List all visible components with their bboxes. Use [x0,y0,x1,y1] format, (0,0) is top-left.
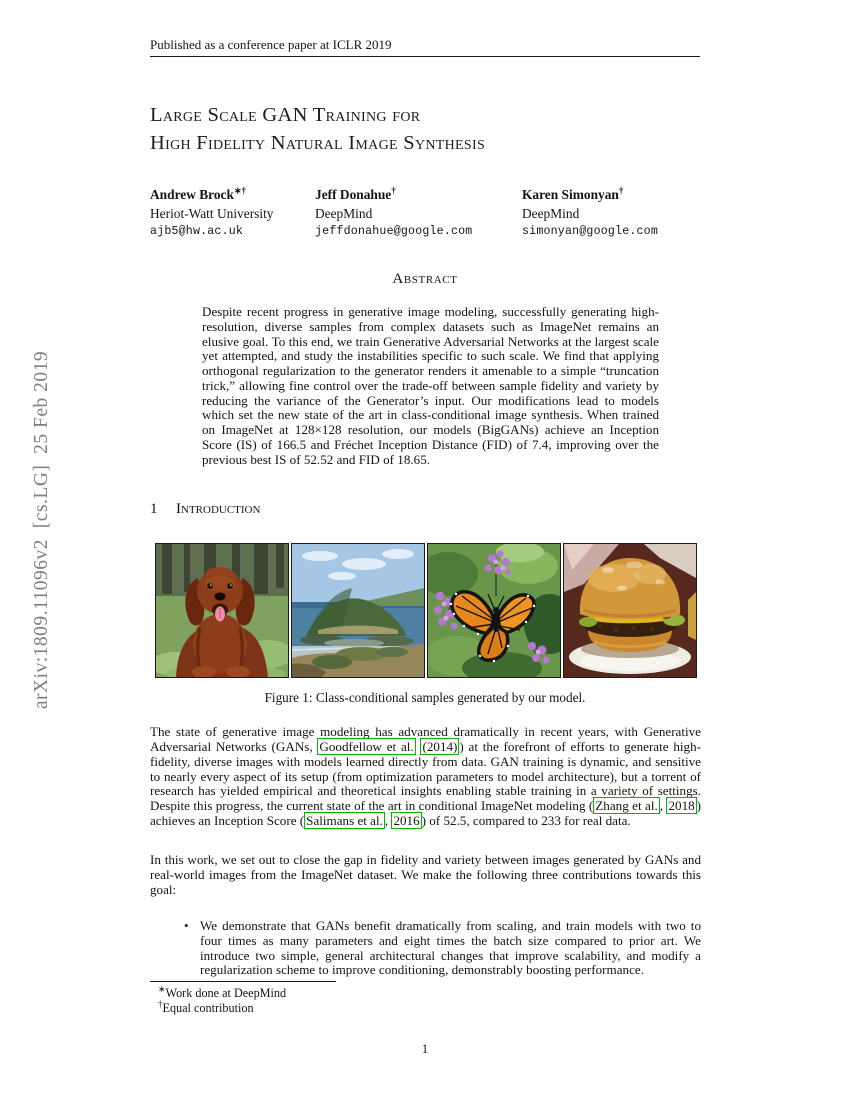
page-number: 1 [421,1041,429,1056]
running-header: Published as a conference paper at ICLR 2019 [150,37,392,52]
figure1-caption: Figure 1: Class-conditional samples generated by our model. [264,690,586,705]
author-name-text: Andrew Brock [150,187,234,202]
paragraph-text: , [384,813,392,829]
author-marker: † [391,185,396,196]
author-name [522,187,700,203]
author-block-1 [150,187,310,238]
footnote-marker: † [158,998,163,1009]
footnote-text: Equal contribution [162,1001,254,1015]
citation-link[interactable]: 2016 [393,813,420,829]
contribution-bullet-1 [184,918,701,978]
citation-link[interactable]: Salimans et al. [306,813,383,829]
monarch-butterfly-image [427,543,561,678]
paragraph-text: ) of 52.5, compared to 233 for real data. [421,813,631,829]
citation-link[interactable]: (2014) [422,738,458,754]
author-name-text: Karen Simonyan [522,187,619,202]
author-name [315,187,520,203]
intro-paragraph-1 [150,725,701,829]
figure1-image-row [155,543,697,678]
author-email[interactable]: jeffdonahue@google.com [315,224,473,238]
author-marker: † [618,185,624,196]
footnote-2 [158,998,558,1016]
citation-link[interactable]: Zhang et al. [595,798,658,814]
author-email[interactable]: ajb5@hw.ac.uk [150,224,244,238]
bullet-marker: • [184,918,189,933]
section-title: Introduction [176,501,261,517]
paragraph-text: The state of generative image modeling has advanced dramatically in recent years, with Generative Adversarial Networks (GANs, [150,724,701,754]
footnote-marker: ∗ [158,983,166,994]
paragraph-text: , [659,798,667,814]
author-name-text: Jeff Donahue [315,187,392,202]
citation-link[interactable]: Goodfellow et al. [319,738,414,754]
author-name [150,187,310,203]
irish-setter-dog-image [155,543,289,678]
author-block-2 [315,187,520,238]
author-marker: ∗† [233,185,246,196]
footnote-1 [158,983,558,1001]
author-block-3 [522,187,700,238]
section-number: 1 [150,501,158,517]
paragraph-text: ) achieves an Inception Score ( [150,798,702,829]
section-heading-introduction [150,501,700,518]
citation-link[interactable]: 2018 [668,798,695,814]
paper-title-line2: High Fidelity Natural Image Synthesis [150,132,486,154]
paragraph-text: ) at the forefront of efforts to generate high-fidelity, diverse images with models learned directly from data. GAN training is dynamic, and sensitive to nearly every aspect of its setup (from optimization parameters to model architecture), but a torrent of research has yielded empirical and theoretical insights enabling stable training in a variety of settings. Despite this progress, the current state of the art in conditional ImageNet modeling ( [150,738,701,814]
author-email[interactable]: simonyan@google.com [522,224,658,238]
header-rule [150,56,700,57]
abstract-heading: Abstract [392,271,458,287]
abstract-text: Despite recent progress in generative image modeling, successfully generating high-resolution, diverse samples from complex datasets such as ImageNet remains an elusive goal. To this end, we train Generative Adversarial Networks at the largest scale yet attempted, and study the instabilities specific to such scale. We find that applying orthogonal regularization to the generator renders it amenable to a simple “truncation trick,” allowing fine control over the trade-off between sample fidelity and variety by reducing the variance of the Generator’s input. Our modifications lead to models which set the new state of the art in class-conditional image synthesis. When trained on ImageNet at 128×128 resolution, our models (BigGANs) achieve an Inception Score (IS) of 166.5 and Fréchet Inception Distance (FID) of 7.4, improving over the previous best IS of 52.52 and FID of 18.65. [202,304,659,467]
arxiv-watermark: arXiv:1809.11096v2 [cs.LG] 25 Feb 2019 [31,350,52,710]
footnote-rule [150,981,336,982]
bullet-text: We demonstrate that GANs benefit dramatically from scaling, and train models with two to four times as many parameters and eight times the batch size compared to prior art. We introduce two simple, general architectural changes that improve scalability, and modify a regularization scheme to improve conditioning, demonstrably boosting performance. [200,918,701,978]
author-affiliation: DeepMind [522,205,580,221]
paper-title-line1: Large Scale GAN Training for [150,104,421,126]
coastal-landscape-image [291,543,425,678]
intro-paragraph-2: In this work, we set out to close the gap in fidelity and variety between images generated by GANs and real-world images from the ImageNet dataset. We make the following three contributions towards this goal: [150,852,701,897]
author-affiliation: DeepMind [315,205,373,221]
author-affiliation: Heriot-Watt University [150,205,274,221]
cheeseburger-image [563,543,697,678]
footnote-text: Work done at DeepMind [165,986,287,1000]
